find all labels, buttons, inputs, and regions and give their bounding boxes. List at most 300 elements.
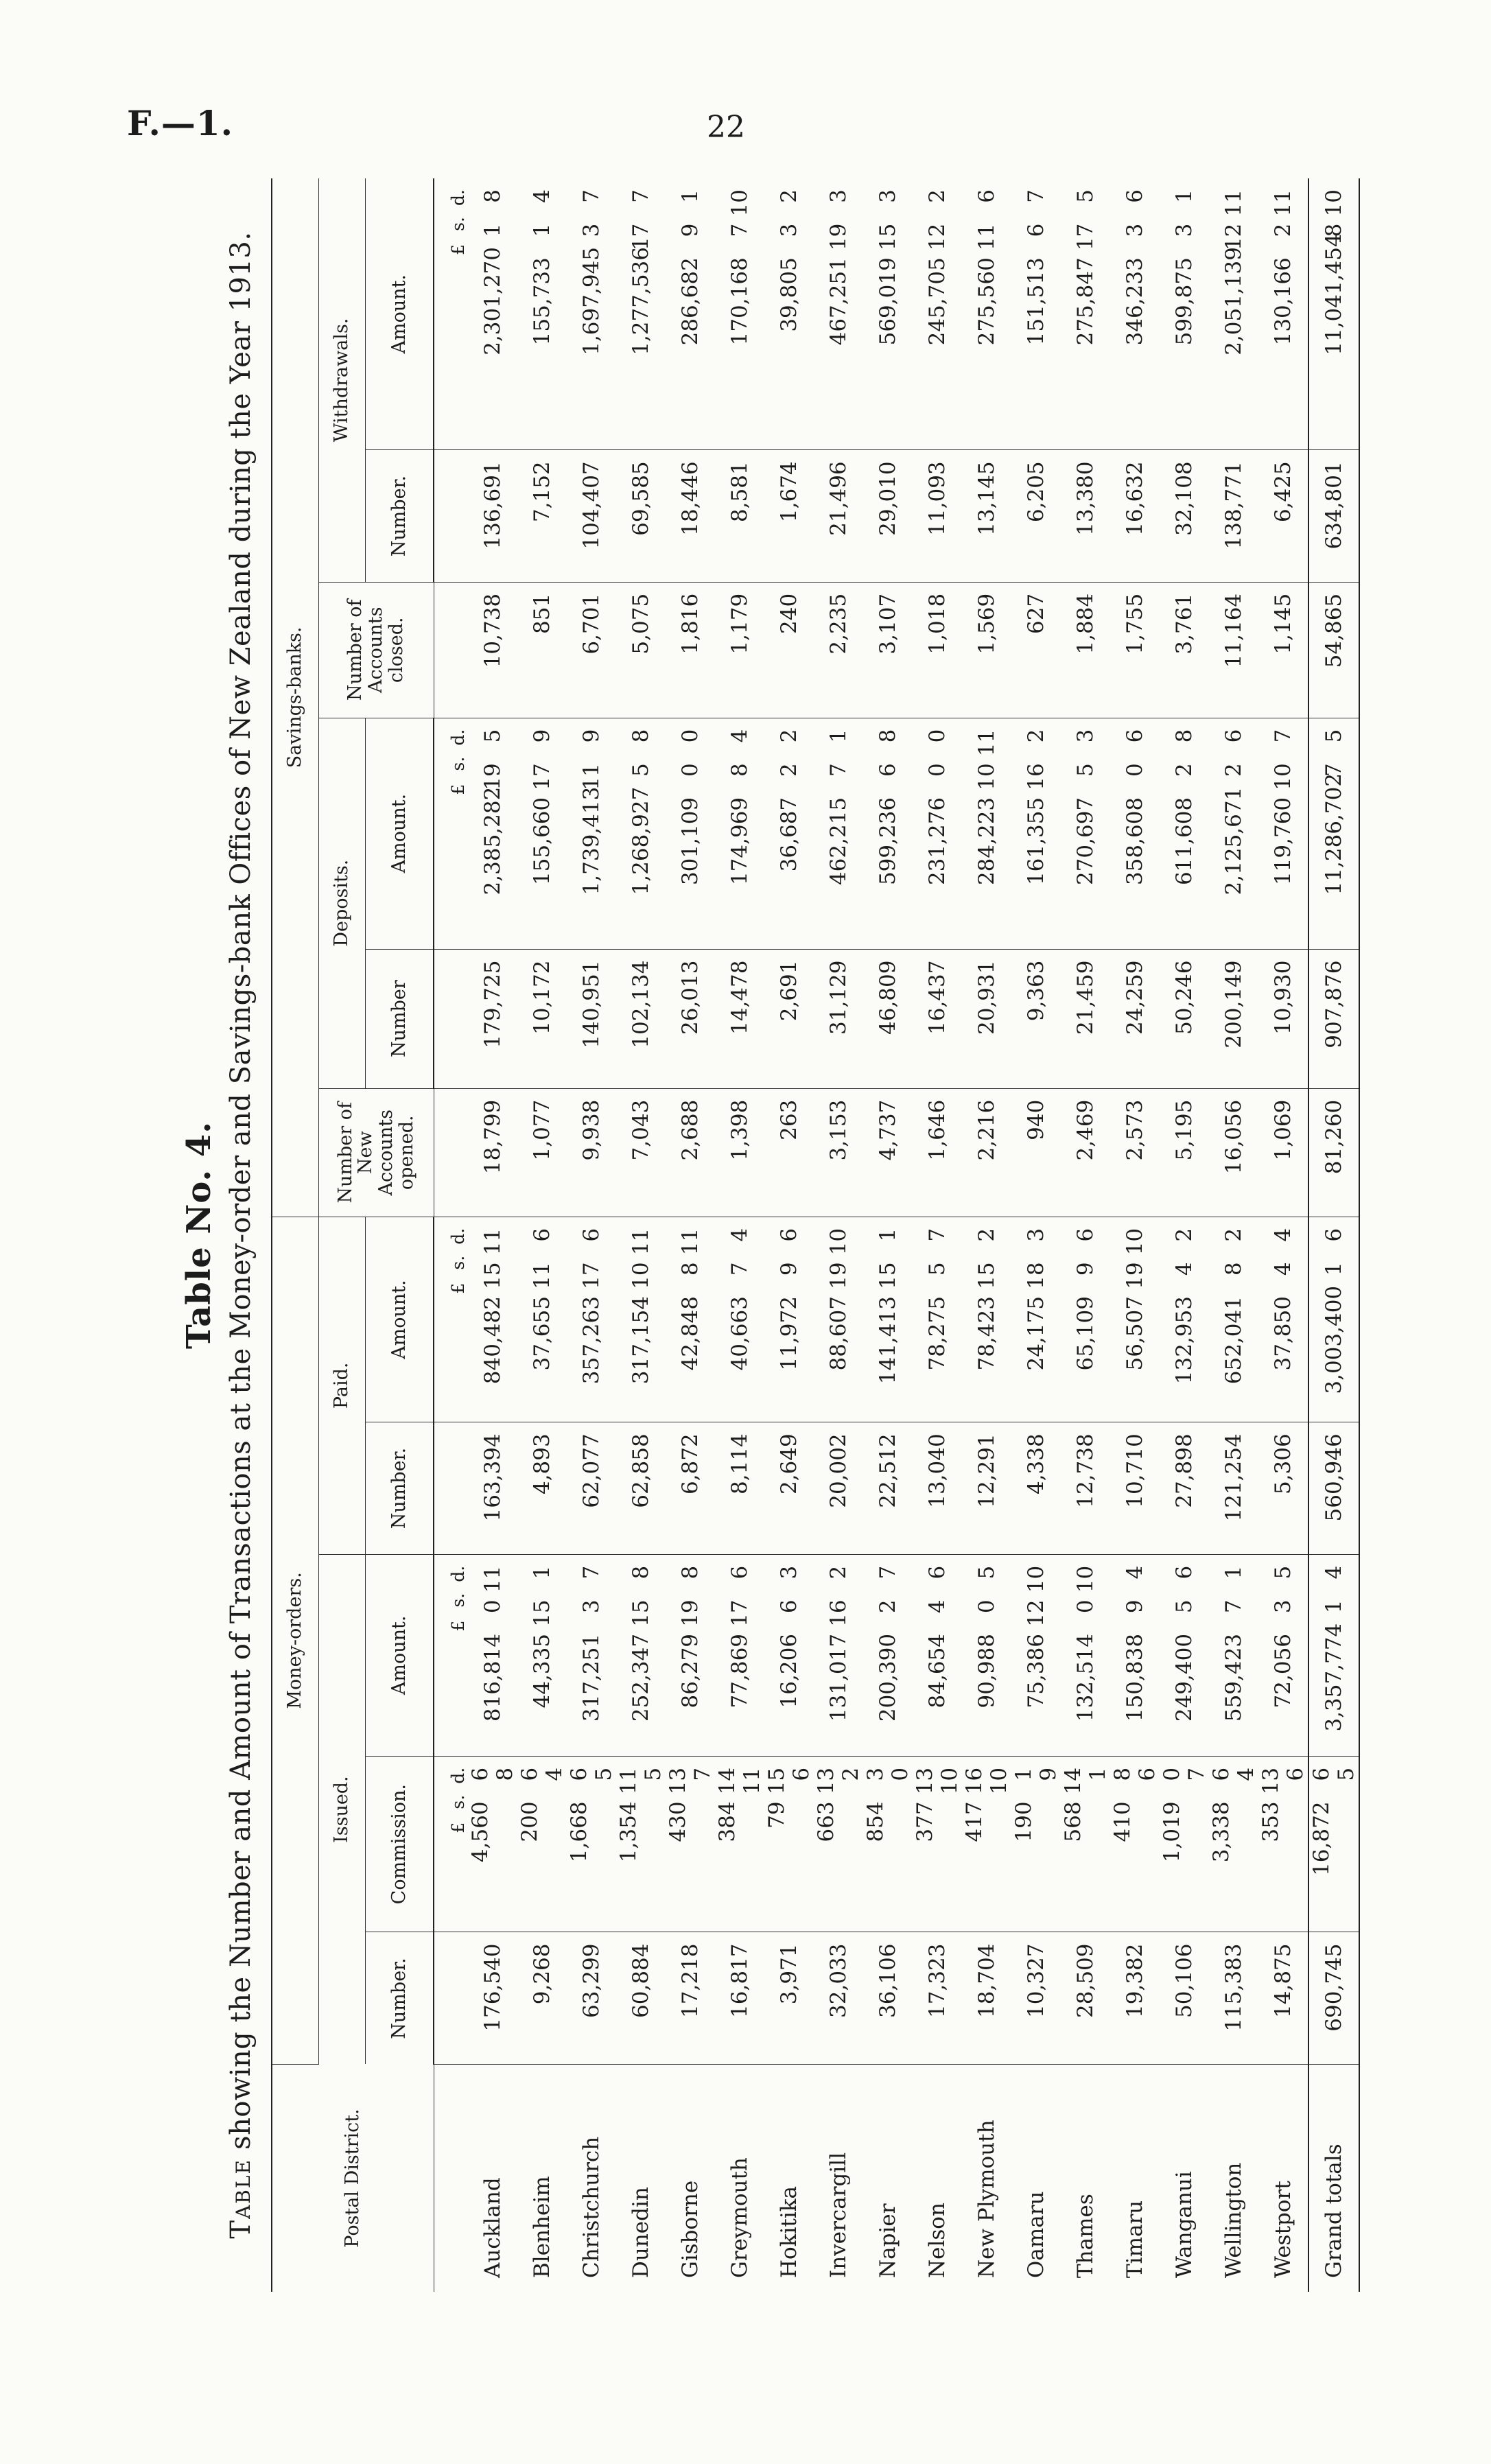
- deposits-amount-pounds: 1,739,413: [579, 786, 604, 895]
- district-label: Gisborne: [678, 2180, 703, 2278]
- commission: [962, 1756, 1011, 1932]
- deposits-amount-pounds: 231,276: [925, 797, 950, 886]
- paid-amount: [764, 1217, 814, 1422]
- issued-amount-pounds: 84,654: [925, 1633, 950, 1709]
- withdrawals-amount: [962, 178, 1011, 450]
- paid-amount-shillings: 4: [1271, 1262, 1295, 1276]
- commission: [715, 1756, 764, 1932]
- paid-amount-shillings: 15: [480, 1262, 505, 1289]
- withdrawals-amount-shillings: 1: [530, 223, 554, 237]
- withdrawals-amount-shillings: 11: [974, 223, 999, 251]
- withdrawals-amount-pence: 10: [727, 189, 752, 217]
- withdrawals-amount-pence: 6: [974, 189, 999, 203]
- paid-amount-pounds: 37,655: [530, 1296, 554, 1371]
- table-row: [1110, 178, 1160, 2292]
- commission-shillings: 6: [1309, 1767, 1334, 1781]
- issued-amount-pence: 7: [579, 1565, 604, 1580]
- commission-shillings: 0: [1160, 1767, 1184, 1781]
- paid-amount-pence: 10: [1123, 1228, 1147, 1256]
- paid-amount-shillings: 15: [876, 1262, 900, 1289]
- withdrawals-number: 18,446: [666, 450, 715, 582]
- closed-accounts: 240: [764, 582, 814, 718]
- commission-pounds: 410: [1110, 1801, 1135, 1842]
- table-row: [1061, 178, 1110, 2292]
- issued-amount-pounds: 317,251: [579, 1633, 604, 1722]
- deposits-amount-shillings: 5: [1073, 763, 1098, 777]
- issued-amount: [1110, 1554, 1160, 1756]
- paid-number: 6,872: [666, 1422, 715, 1554]
- paid-amount-pence: 2: [1172, 1228, 1197, 1242]
- withdrawals-amount-pounds: 275,560: [974, 257, 999, 346]
- issued-number: 16,817: [715, 1932, 764, 2064]
- issued-amount-pence: 3: [777, 1565, 801, 1580]
- table-row: [666, 178, 715, 2292]
- issued-amount-pounds: 86,279: [678, 1633, 703, 1709]
- commission-pounds: 200: [517, 1801, 542, 1842]
- deposits-amount: [666, 718, 715, 949]
- deposits-amount-pounds: 155,660: [530, 797, 554, 886]
- withdrawals-amount-pounds: 11,041,454: [1322, 233, 1346, 355]
- commission-shillings: 15: [764, 1767, 789, 1795]
- paid-amount-pence: 10: [826, 1228, 851, 1256]
- issued-amount-shillings: 19: [678, 1599, 703, 1627]
- paid-amount-pence: 11: [629, 1228, 653, 1256]
- unit-pound: £: [448, 1822, 468, 1833]
- issued-number: 60,884: [616, 1932, 666, 2064]
- withdrawals-number: 32,108: [1160, 450, 1209, 582]
- deposits-amount-pounds: 462,215: [826, 797, 851, 886]
- header-deposits-number: Number: [365, 949, 434, 1088]
- paid-amount-pounds: 132,953: [1172, 1296, 1197, 1385]
- issued-amount-pounds: 559,423: [1221, 1633, 1246, 1722]
- deposits-amount-shillings: 16: [1024, 763, 1048, 790]
- commission: [517, 1756, 567, 1932]
- deposits-number: 24,259: [1110, 949, 1160, 1088]
- withdrawals-amount-shillings: 3: [1123, 223, 1147, 237]
- unit-shilling: s.: [448, 217, 468, 231]
- withdrawals-amount-pounds: 155,733: [530, 257, 554, 346]
- deposits-amount: [1011, 718, 1061, 949]
- withdrawals-amount-pounds: 1,697,945: [579, 247, 604, 355]
- paid-amount-pounds: 11,972: [777, 1296, 801, 1371]
- withdrawals-amount: [1308, 178, 1359, 450]
- new-accounts: 1,646: [913, 1088, 962, 1217]
- paid-amount-pence: 7: [925, 1228, 950, 1242]
- header-paid-number: Number.: [365, 1422, 434, 1554]
- unit-shilling: s.: [448, 1255, 468, 1270]
- withdrawals-amount-pence: 7: [579, 189, 604, 203]
- closed-accounts: 10,738: [468, 582, 517, 718]
- grand-totals-row: [1308, 178, 1359, 2292]
- withdrawals-amount: [1258, 178, 1308, 450]
- new-accounts: 7,043: [616, 1088, 666, 1217]
- closed-accounts: 2,235: [814, 582, 863, 718]
- paid-amount-pounds: 37,850: [1271, 1296, 1295, 1371]
- paid-amount-pounds: 317,154: [629, 1296, 653, 1385]
- withdrawals-number: 29,010: [863, 450, 913, 582]
- new-accounts: 2,688: [666, 1088, 715, 1217]
- issued-number: 18,704: [962, 1932, 1011, 2064]
- deposits-number: 20,931: [962, 949, 1011, 1088]
- deposits-number: 907,876: [1308, 949, 1359, 1088]
- district-name: [962, 2064, 1011, 2292]
- deposits-number: 200,149: [1209, 949, 1258, 1088]
- deposits-amount-pounds: 358,608: [1123, 797, 1147, 886]
- paid-amount: [1011, 1217, 1061, 1422]
- withdrawals-amount-pence: 5: [1073, 189, 1098, 203]
- withdrawals-amount-pounds: 245,705: [925, 257, 950, 346]
- deposits-amount-shillings: 2: [777, 763, 801, 777]
- deposits-amount-shillings: 0: [925, 763, 950, 777]
- paid-amount: [468, 1217, 517, 1422]
- header-paid-amount: Amount.: [365, 1217, 434, 1422]
- deposits-amount: [517, 718, 567, 949]
- commission: [1160, 1756, 1209, 1932]
- issued-amount: [1160, 1554, 1209, 1756]
- withdrawals-amount: [814, 178, 863, 450]
- issued-amount-pence: 8: [629, 1565, 653, 1580]
- table-row: [814, 178, 863, 2292]
- rotated-table-block: [172, 178, 1359, 2292]
- deposits-number: 179,725: [468, 949, 517, 1088]
- paid-amount-pence: 4: [727, 1228, 752, 1242]
- paid-amount-shillings: 11: [530, 1262, 554, 1289]
- header-money-orders: Money-orders.: [272, 1217, 318, 2064]
- issued-amount: [567, 1554, 616, 1756]
- paid-amount-pence: 2: [974, 1228, 999, 1242]
- commission-pounds: 353: [1258, 1801, 1283, 1842]
- issued-amount: [468, 1554, 517, 1756]
- new-accounts: 4,737: [863, 1088, 913, 1217]
- paid-amount-shillings: 9: [1073, 1262, 1098, 1276]
- paid-amount: [715, 1217, 764, 1422]
- closed-accounts: 54,865: [1308, 582, 1359, 718]
- paid-amount: [1209, 1217, 1258, 1422]
- paid-amount-pounds: 78,275: [925, 1296, 950, 1371]
- commission-pounds: 430: [666, 1801, 690, 1842]
- withdrawals-amount-pounds: 569,019: [876, 257, 900, 346]
- commission-pounds: 663: [814, 1801, 838, 1842]
- withdrawals-amount-pence: 3: [826, 189, 851, 203]
- withdrawals-amount-pounds: 2,051,139: [1221, 247, 1246, 355]
- new-accounts: 18,799: [468, 1088, 517, 1217]
- header-closed-accounts: Number of Accounts closed.: [318, 582, 434, 718]
- unit-pence: d.: [448, 1767, 468, 1784]
- caption-lead: Table: [225, 2159, 257, 2239]
- unit-pence: d.: [448, 729, 468, 746]
- district-label: Dunedin: [629, 2187, 653, 2278]
- deposits-amount: [913, 718, 962, 949]
- paid-number: 22,512: [863, 1422, 913, 1554]
- deposits-amount-shillings: 7: [1322, 763, 1346, 777]
- deposits-amount-pounds: 301,109: [678, 797, 703, 886]
- issued-amount-pence: 10: [1073, 1565, 1098, 1593]
- paid-amount-pounds: 78,423: [974, 1296, 999, 1371]
- header-deposits: Deposits.: [318, 718, 365, 1088]
- issued-amount-shillings: 3: [579, 1599, 604, 1614]
- deposits-amount-pence: 6: [1123, 729, 1147, 743]
- closed-accounts: 1,816: [666, 582, 715, 718]
- issued-amount-pounds: 72,056: [1271, 1633, 1295, 1709]
- paid-number: 4,893: [517, 1422, 567, 1554]
- deposits-number: 21,459: [1061, 949, 1110, 1088]
- commission: [1110, 1756, 1160, 1932]
- commission-pounds: 854: [863, 1801, 888, 1842]
- issued-number: 14,875: [1258, 1932, 1308, 2064]
- deposits-amount-pence: 0: [678, 729, 703, 743]
- district-label: New Plymouth: [974, 2120, 999, 2278]
- withdrawals-number: 13,380: [1061, 450, 1110, 582]
- commission-shillings: 13: [814, 1767, 838, 1795]
- paid-amount-shillings: 7: [727, 1262, 752, 1276]
- withdrawals-amount: [567, 178, 616, 450]
- withdrawals-amount: [1011, 178, 1061, 450]
- issued-number: 3,971: [764, 1932, 814, 2064]
- paid-amount-pounds: 88,607: [826, 1296, 851, 1371]
- deposits-amount-pounds: 119,760: [1271, 797, 1295, 886]
- withdrawals-amount-pounds: 467,251: [826, 257, 851, 346]
- withdrawals-amount-shillings: 12: [925, 223, 950, 251]
- paid-amount-pounds: 840,482: [480, 1296, 505, 1385]
- commission: [1061, 1756, 1110, 1932]
- district-name: [913, 2064, 962, 2292]
- issued-amount-shillings: 0: [480, 1599, 505, 1614]
- table-row: [1258, 178, 1308, 2292]
- table-row: [913, 178, 962, 2292]
- issued-number: 36,106: [863, 1932, 913, 2064]
- issued-number: 9,268: [517, 1932, 567, 2064]
- commission-shillings: 8: [1110, 1767, 1135, 1781]
- deposits-amount-pence: 9: [579, 729, 604, 743]
- commission: [1011, 1756, 1061, 1932]
- withdrawals-amount-pence: 2: [777, 189, 801, 203]
- header-withdrawals-amount: Amount.: [365, 178, 434, 450]
- table-row: [863, 178, 913, 2292]
- withdrawals-amount-shillings: 19: [826, 223, 851, 251]
- district-label: Thames: [1073, 2194, 1098, 2278]
- deposits-amount: [616, 718, 666, 949]
- issued-number: 28,509: [1061, 1932, 1110, 2064]
- paid-number: 62,077: [567, 1422, 616, 1554]
- district-name: [1160, 2064, 1209, 2292]
- issued-amount-pence: 4: [1123, 1565, 1147, 1580]
- issued-amount-pounds: 75,386: [1024, 1633, 1048, 1709]
- district-name: [616, 2064, 666, 2292]
- header-commission: Commission.: [365, 1756, 434, 1932]
- district-label: Blenheim: [530, 2176, 554, 2278]
- deposits-amount-shillings: 2: [1172, 763, 1197, 777]
- closed-accounts: 1,179: [715, 582, 764, 718]
- paid-amount-pounds: 65,109: [1073, 1296, 1098, 1371]
- issued-amount: [962, 1554, 1011, 1756]
- issued-number: 690,745: [1308, 1932, 1359, 2064]
- paid-amount: [1061, 1217, 1110, 1422]
- commission: [567, 1756, 616, 1932]
- commission-shillings: 16: [962, 1767, 987, 1795]
- deposits-amount-pence: 3: [1073, 729, 1098, 743]
- district-name: [1011, 2064, 1061, 2292]
- commission-shillings: 3: [863, 1767, 888, 1781]
- issued-amount: [517, 1554, 567, 1756]
- issued-amount: [814, 1554, 863, 1756]
- deposits-amount: [1209, 718, 1258, 949]
- deposits-amount-pounds: 270,697: [1073, 797, 1098, 886]
- commission-pounds: 384: [715, 1801, 740, 1842]
- withdrawals-amount-shillings: 15: [876, 223, 900, 251]
- new-accounts: 2,573: [1110, 1088, 1160, 1217]
- deposits-amount: [1061, 718, 1110, 949]
- commission-pence: 9: [1036, 1767, 1061, 1781]
- withdrawals-amount-shillings: 2: [1271, 223, 1295, 237]
- unit-pence: d.: [448, 1228, 468, 1245]
- deposits-amount-pounds: 2,125,671: [1221, 786, 1246, 895]
- currency-units-row: [434, 178, 468, 2292]
- new-accounts: 5,195: [1160, 1088, 1209, 1217]
- paid-amount: [616, 1217, 666, 1422]
- withdrawals-amount: [764, 178, 814, 450]
- deposits-amount-shillings: 0: [678, 763, 703, 777]
- table-row: [517, 178, 567, 2292]
- unit-pence: d.: [448, 189, 468, 206]
- new-accounts: 3,153: [814, 1088, 863, 1217]
- new-accounts: 9,938: [567, 1088, 616, 1217]
- paid-amount: [1308, 1217, 1359, 1422]
- table-row: [1209, 178, 1258, 2292]
- withdrawals-number: 11,093: [913, 450, 962, 582]
- closed-accounts: 1,884: [1061, 582, 1110, 718]
- district-label: Westport: [1271, 2181, 1295, 2278]
- paid-amount-pence: 6: [777, 1228, 801, 1242]
- table-row: [567, 178, 616, 2292]
- withdrawals-amount-pounds: 39,805: [777, 257, 801, 332]
- header-paid: Paid.: [318, 1217, 365, 1554]
- issued-amount: [1061, 1554, 1110, 1756]
- issued-amount-shillings: 5: [1172, 1599, 1197, 1614]
- paid-number: 12,738: [1061, 1422, 1110, 1554]
- issued-amount-pence: 10: [1024, 1565, 1048, 1593]
- district-label: Auckland: [480, 2177, 505, 2278]
- withdrawals-amount-pence: 10: [1322, 189, 1346, 217]
- paid-amount-shillings: 19: [1123, 1262, 1147, 1289]
- commission-shillings: 6: [567, 1767, 591, 1781]
- commission-shillings: 13: [1258, 1767, 1283, 1795]
- commission-pence: 7: [1184, 1767, 1209, 1781]
- paid-amount: [1258, 1217, 1308, 1422]
- withdrawals-number: 8,581: [715, 450, 764, 582]
- commission-shillings: 6: [468, 1767, 493, 1781]
- paid-number: 560,946: [1308, 1422, 1359, 1554]
- withdrawals-amount-pounds: 346,233: [1123, 257, 1147, 346]
- unit-shilling: s.: [448, 756, 468, 771]
- paid-number: 13,040: [913, 1422, 962, 1554]
- paid-amount-pounds: 42,848: [678, 1296, 703, 1371]
- commission-pounds: 568: [1061, 1801, 1085, 1842]
- withdrawals-amount-shillings: 17: [1073, 223, 1098, 251]
- commission-pence: 7: [690, 1767, 715, 1781]
- paid-number: 20,002: [814, 1422, 863, 1554]
- paid-amount-pounds: 40,663: [727, 1296, 752, 1371]
- commission-pence: 4: [542, 1767, 567, 1781]
- issued-number: 10,327: [1011, 1932, 1061, 2064]
- deposits-amount-pence: 1: [826, 729, 851, 743]
- new-accounts: 940: [1011, 1088, 1061, 1217]
- header-issued: Issued.: [318, 1554, 365, 2064]
- district-label: Nelson: [925, 2203, 950, 2278]
- paid-amount-shillings: 8: [678, 1262, 703, 1276]
- withdrawals-amount-pence: 7: [629, 189, 653, 203]
- paid-number: 62,858: [616, 1422, 666, 1554]
- withdrawals-amount: [1160, 178, 1209, 450]
- paid-amount: [1110, 1217, 1160, 1422]
- commission: [814, 1756, 863, 1932]
- commission: [1209, 1756, 1258, 1932]
- withdrawals-amount-shillings: 12: [1221, 223, 1246, 251]
- issued-amount-pence: 2: [826, 1565, 851, 1580]
- deposits-amount-pounds: 1,268,927: [629, 786, 653, 895]
- deposits-amount-pence: 4: [727, 729, 752, 743]
- withdrawals-amount-shillings: 3: [579, 223, 604, 237]
- commission-pounds: 377: [913, 1801, 937, 1842]
- header-postal-district: Postal District.: [272, 2064, 434, 2292]
- issued-amount-pence: 5: [974, 1565, 999, 1580]
- commission-shillings: 1: [1011, 1767, 1036, 1781]
- paid-amount-shillings: 4: [1172, 1262, 1197, 1276]
- table-number: Table No. 4.: [180, 1121, 218, 1349]
- commission-pounds: 1,354: [616, 1801, 641, 1863]
- district-name: [863, 2064, 913, 2292]
- closed-accounts: 6,701: [567, 582, 616, 718]
- deposits-amount: [814, 718, 863, 949]
- deposits-amount-pence: 9: [530, 729, 554, 743]
- district-label: Wanganui: [1172, 2171, 1197, 2278]
- commission-pounds: 1,019: [1160, 1801, 1184, 1863]
- deposits-amount: [1160, 718, 1209, 949]
- deposits-number: 2,691: [764, 949, 814, 1088]
- deposits-amount: [1308, 718, 1359, 949]
- commission-pounds: 3,338: [1209, 1801, 1234, 1863]
- issued-amount-pounds: 131,017: [826, 1633, 851, 1722]
- paid-number: 10,710: [1110, 1422, 1160, 1554]
- commission-pence: 6: [1135, 1767, 1160, 1781]
- paid-amount: [913, 1217, 962, 1422]
- commission-pence: 5: [641, 1767, 666, 1781]
- unit-shilling: s.: [448, 1794, 468, 1809]
- commission: [863, 1756, 913, 1932]
- deposits-amount-shillings: 7: [826, 763, 851, 777]
- issued-amount-pence: 1: [530, 1565, 554, 1580]
- district-label: Napier: [876, 2203, 900, 2278]
- closed-accounts: 1,145: [1258, 582, 1308, 718]
- issued-amount: [863, 1554, 913, 1756]
- withdrawals-number: 136,691: [468, 450, 517, 582]
- district-name: [1110, 2064, 1160, 2292]
- paid-number: 2,649: [764, 1422, 814, 1554]
- deposits-amount: [1110, 718, 1160, 949]
- commission-shillings: 11: [616, 1767, 641, 1795]
- header-withdrawals-number: Number.: [365, 450, 434, 582]
- withdrawals-number: 634,801: [1308, 450, 1359, 582]
- paid-number: 5,306: [1258, 1422, 1308, 1554]
- issued-amount: [764, 1554, 814, 1756]
- withdrawals-amount: [913, 178, 962, 450]
- deposits-amount: [962, 718, 1011, 949]
- paid-amount: [814, 1217, 863, 1422]
- issued-amount-shillings: 16: [826, 1599, 851, 1627]
- issued-amount-pence: 5: [1271, 1565, 1295, 1580]
- commission: [1258, 1756, 1308, 1932]
- commission-pence: 11: [740, 1767, 764, 1795]
- issued-amount-pence: 6: [1172, 1565, 1197, 1580]
